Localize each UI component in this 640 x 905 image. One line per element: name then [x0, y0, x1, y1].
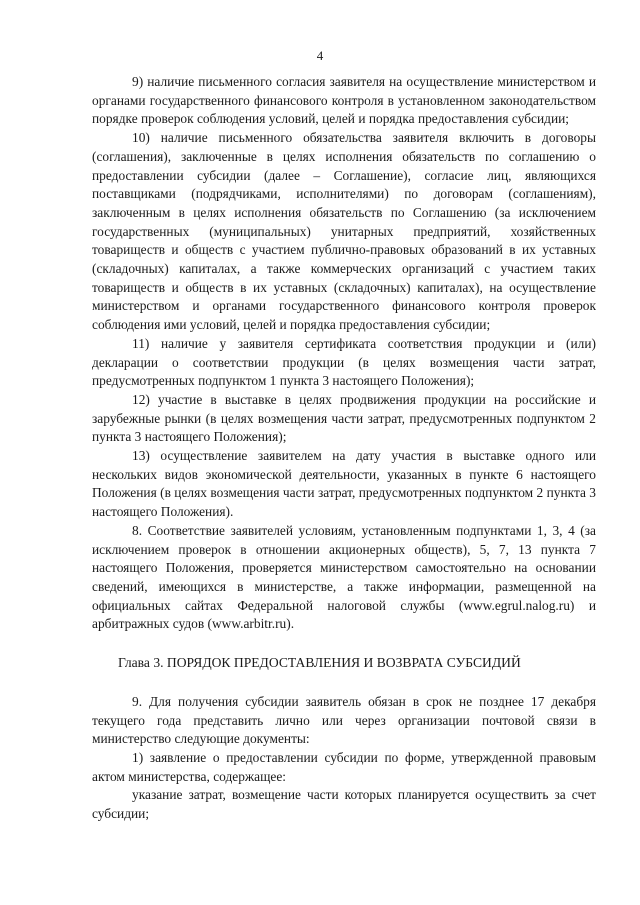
paragraph-item-9: 9) наличие письменного согласия заявителя на осуществление министерством и органами государственного финансового контроля в установленном законодательством порядке проверок соблюдения условий, целей и порядка предоставления субсидии;	[92, 74, 596, 127]
paragraph-item-11: 11) наличие у заявителя сертификата соответствия продукции и (или) декларации о соответствии продукции (в целях возмещения части затрат, предусмотренных подпунктом 1 пункта 3 настоящего Положения);	[92, 335, 596, 389]
paragraph-section-9: 9. Для получения субсидии заявитель обязан в срок не позднее 17 декабря текущего года представить лично или через организации почтовой связи в министерство следующие документы:	[92, 693, 596, 747]
chapter-heading: Глава 3. ПОРЯДОК ПРЕДОСТАВЛЕНИЯ И ВОЗВРАТА СУБСИДИЙ	[118, 655, 521, 671]
paragraph-expense-indication: указание затрат, возмещение части которых планируется осуществить за счет субсидии;	[92, 787, 596, 822]
paragraph-section-8: 8. Соответствие заявителей условиям, установленным подпунктами 1, 3, 4 (за исключением проверок в отношении акционерных обществ), 5, 7, 13 пункта 7 настоящего Положения, проверяется министерством самостоятельно на основании сведений, имеющихся в министерстве, а также информации, размещенной на официальных сайтах Федеральной налоговой службы (www.egrul.nalog.ru) и арбитражных судов (www.arbitr.ru).	[92, 522, 596, 632]
paragraph-subitem-1: 1) заявление о предоставлении субсидии по форме, утвержденной правовым актом министерства, содержащее:	[92, 749, 596, 784]
paragraph-item-12: 12) участие в выставке в целях продвижения продукции на российские и зарубежные рынки (в целях возмещения части затрат, предусмотренных подпунктом 2 пункта 3 настоящего Положения);	[92, 391, 596, 445]
paragraph-item-10: 10) наличие письменного обязательства заявителя включить в договоры (соглашения), заключенные в целях исполнения обязательств по соглашению о предоставлении субсидии (далее – Соглашение), согласие лиц, являющихся поставщиками (подрядчиками, исполнителями) по договорам (соглашениям), заключенным в целях исполнения обязательств по Соглашению (за исключением государственных (муниципальных) унитарных предприятий, хозяйственных товариществ и обществ с участием публично-правовых образований в их уставных (складочных) капиталах, а также коммерческих организаций с участием таких товариществ и обществ в их уставных (складочных) капиталах), на осуществление министерством и органами государственного финансового контроля проверок соблюдения ими условий, целей и порядка предоставления субсидии;	[92, 130, 596, 333]
page-number: 4	[316, 48, 324, 63]
paragraph-item-13: 13) осуществление заявителем на дату участия в выставке одного или нескольких видов экономической деятельности, указанных в пункте 6 настоящего Положения (в целях возмещения части затрат, предусмотренных подпунктом 2 пункта 3 настоящего Положения).	[92, 448, 596, 520]
document-body	[92, 73, 596, 824]
